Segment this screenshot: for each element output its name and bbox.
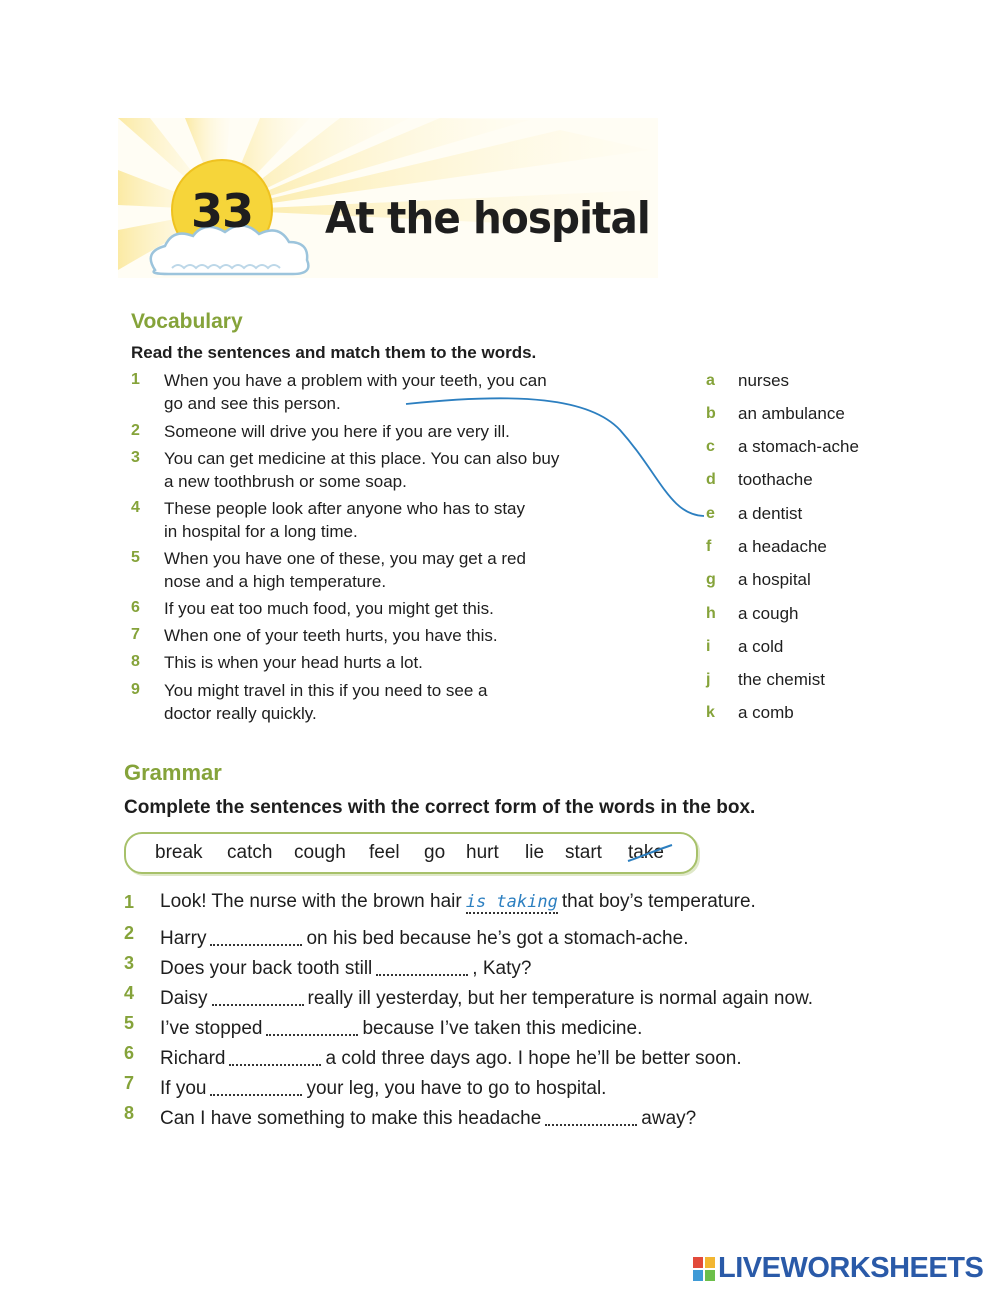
answer-gap[interactable]: is taking: [465, 892, 558, 912]
sentence-number: 8: [131, 653, 140, 670]
sentence-number: 8: [124, 1103, 135, 1123]
sentence-text-after: your leg, you have to go to hospital.: [306, 1078, 607, 1099]
sentence-text-after: because I’ve taken this medicine.: [362, 1018, 643, 1039]
grammar-sentence: [160, 1072, 606, 1100]
answer-gap[interactable]: [210, 924, 302, 946]
vocabulary-sentence[interactable]: You might travel in this if you need to see a doctor really quickly.: [164, 681, 488, 723]
sentence-number: 5: [131, 549, 140, 566]
liveworksheets-logo-text: LIVEWORKSHEETS: [718, 1252, 984, 1284]
word-letter: h: [706, 605, 716, 622]
box-word: cough: [294, 842, 346, 863]
grammar-sentence: [160, 1012, 642, 1040]
word-option[interactable]: toothache: [738, 470, 813, 489]
sentence-number: 2: [131, 422, 140, 439]
sentence-text-before: Does your back tooth still: [160, 958, 373, 979]
grammar-sentence: [160, 1102, 696, 1130]
vocabulary-sentence[interactable]: When you have a problem with your teeth, you can go and see this person.: [164, 371, 547, 413]
word-letter: e: [706, 505, 715, 522]
grammar-sentence: [160, 922, 688, 950]
word-box: [124, 832, 698, 874]
sentence-number: 1: [124, 892, 135, 912]
box-word: break: [155, 842, 203, 863]
word-option[interactable]: a headache: [738, 537, 827, 556]
sentence-number: 4: [131, 499, 140, 516]
vocabulary-sentence[interactable]: When you have one of these, you may get a red nose and a high temperature.: [164, 549, 526, 591]
box-word: start: [565, 842, 602, 863]
box-word: lie: [525, 842, 545, 863]
word-letter: k: [706, 704, 715, 721]
grammar-instruction: Complete the sentences with the correct form of the words in the box.: [124, 797, 756, 818]
word-option[interactable]: nurses: [738, 371, 790, 390]
word-letter: i: [706, 638, 711, 655]
word-option[interactable]: the chemist: [738, 670, 825, 689]
sentence-number: 3: [131, 449, 140, 466]
grammar-sentence: [160, 952, 531, 980]
word-option[interactable]: a dentist: [738, 504, 803, 523]
sentence-number: 9: [131, 681, 140, 698]
vocabulary-sentence[interactable]: This is when your head hurts a lot.: [164, 653, 423, 672]
word-letter: d: [706, 471, 716, 488]
vocabulary-heading: Vocabulary: [131, 310, 243, 333]
sentence-number: 7: [131, 626, 140, 643]
sentence-text-after: , Katy?: [472, 958, 532, 979]
grammar-sentence: [160, 891, 756, 914]
sentence-text-after: on his bed because he’s got a stomach-ache.: [306, 928, 689, 949]
sentence-text-after: that boy’s temperature.: [561, 891, 756, 912]
sentence-number: 3: [124, 953, 135, 973]
vocabulary-sentence[interactable]: You can get medicine at this place. You can also buy a new toothbrush or some soap.: [164, 449, 560, 491]
answer-gap[interactable]: [210, 1074, 302, 1096]
box-word: feel: [369, 842, 400, 863]
box-word: catch: [227, 842, 273, 863]
box-word: hurt: [466, 842, 499, 863]
box-word-crossed-out: take: [628, 842, 664, 863]
answer-gap[interactable]: [229, 1044, 321, 1066]
vocabulary-sentence[interactable]: These people look after anyone who has to stay in hospital for a long time.: [164, 499, 526, 541]
sentence-number: 7: [124, 1073, 135, 1093]
sentence-text-before: Richard: [160, 1048, 226, 1069]
unit-number: 33: [190, 184, 253, 238]
grammar-sentence: [160, 1042, 742, 1070]
word-option[interactable]: a cold: [738, 637, 784, 656]
sentence-number: 1: [131, 371, 140, 388]
sentence-text-after: a cold three days ago. I hope he’ll be better soon.: [325, 1048, 742, 1069]
answer-gap[interactable]: [545, 1104, 637, 1126]
strikethrough-mark: [626, 843, 674, 863]
liveworksheets-logo-icon: [693, 1257, 715, 1281]
box-word: go: [424, 842, 446, 863]
word-option[interactable]: an ambulance: [738, 404, 845, 423]
answer-gap[interactable]: [376, 954, 468, 976]
word-letter: j: [706, 671, 711, 688]
sentence-text-before: Daisy: [160, 988, 208, 1009]
sentence-number: 6: [131, 599, 140, 616]
sentence-number: 5: [124, 1013, 135, 1033]
word-letter: a: [706, 372, 715, 389]
grammar-sentence: [160, 982, 813, 1010]
sentence-text-before: Harry: [160, 928, 207, 949]
sentence-number: 4: [124, 983, 135, 1003]
sentence-text-before: I’ve stopped: [160, 1018, 263, 1039]
sentence-text-before: Can I have something to make this headache: [160, 1108, 542, 1129]
sentence-number: 2: [124, 923, 135, 943]
sentence-text-before: If you: [160, 1078, 207, 1099]
vocabulary-instruction: Read the sentences and match them to the words.: [131, 343, 537, 362]
word-letter: f: [706, 538, 712, 555]
word-option[interactable]: a cough: [738, 604, 799, 623]
word-option[interactable]: a stomach-ache: [738, 437, 859, 456]
sentence-text-before: Look! The nurse with the brown hair: [160, 891, 462, 912]
vocabulary-sentence[interactable]: When one of your teeth hurts, you have this.: [164, 626, 498, 645]
grammar-heading: Grammar: [124, 760, 222, 785]
word-letter: g: [706, 571, 716, 588]
vocabulary-sentence[interactable]: If you eat too much food, you might get this.: [164, 599, 494, 618]
word-option[interactable]: a hospital: [738, 570, 811, 589]
page-title: At the hospital: [325, 193, 650, 244]
sentence-number: 6: [124, 1043, 135, 1063]
word-option[interactable]: a comb: [738, 703, 794, 722]
word-letter: c: [706, 438, 715, 455]
sentence-text-after: really ill yesterday, but her temperature is normal again now.: [307, 988, 814, 1009]
sentence-text-after: away?: [641, 1108, 697, 1129]
word-letter: b: [706, 405, 716, 422]
answer-gap[interactable]: [212, 984, 304, 1006]
answer-gap[interactable]: [266, 1014, 358, 1036]
vocabulary-sentence[interactable]: Someone will drive you here if you are very ill.: [164, 422, 510, 441]
